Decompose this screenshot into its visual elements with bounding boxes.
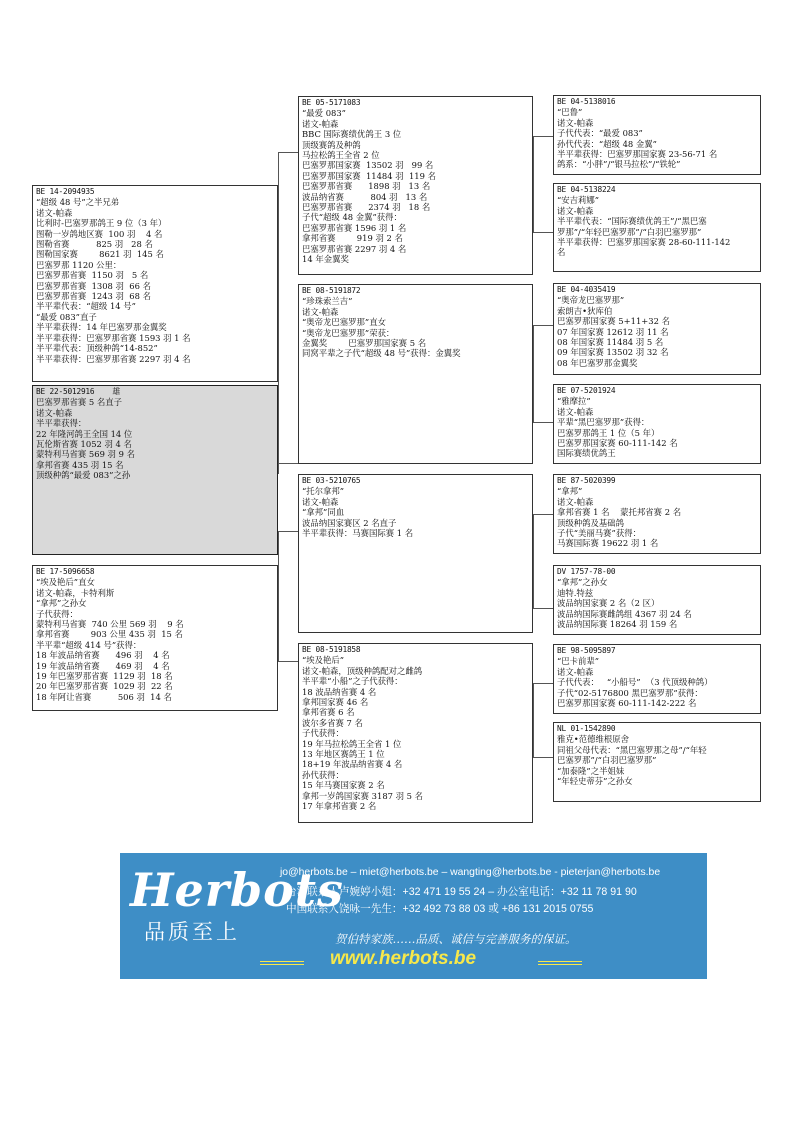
connector-ds-a [533,514,553,515]
pedigree-box-sire [32,385,278,555]
connector-sd-b [533,422,553,423]
pedigree-line: 巴塞罗那国家赛 60-111-142 名 [557,438,678,449]
ring-number: BE 07-5201924 [557,386,616,395]
connector-dam-v [278,531,279,661]
pedigree-line: 巴塞罗那国家赛 60-111-142-222 名 [557,698,697,709]
pedigree-line: 拿邦国家赛 46 名 [302,697,369,708]
pedigree-box-ddd [553,722,761,802]
divider-right [538,961,582,962]
pedigree-line: “埃及艳后”直女 [36,577,95,588]
pedigree-line: 半平辈代表：“国际赛绩优鸽王”/“黑巴塞 [557,216,707,227]
pedigree-box-dam-dam [298,643,533,823]
pedigree-line: 13 年地区赛鸽王 1 位 [302,749,385,760]
pedigree-line: BBC 国际赛绩优鸽王 3 位 [302,129,402,140]
pedigree-line: 拿邦省赛 903 公里 435 羽 15 名 [36,629,183,640]
ring-number: DV 1757-78-00 [557,567,616,576]
pedigree-line: 迪特.特兹 [557,587,594,598]
divider-left [260,961,304,962]
pedigree-line: 18 波品纳省赛 4 名 [302,686,377,697]
pedigree-line: 巴塞罗那省赛 1596 羽 1 名 [302,222,407,233]
pedigree-box-dam-sire [298,474,533,633]
pedigree-line: 半平辈获得：巴塞罗那省赛 2297 羽 4 名 [36,353,191,364]
pedigree-line: 雅克•范德维根原舍 [557,734,629,745]
pedigree-line: 诺文-帕森 [557,496,594,507]
ring-number: BE 04-5138016 [557,97,616,106]
pedigree-line: “拿邦”同血 [302,507,345,518]
pedigree-line: 马拉松鸽王全省 2 位 [302,150,380,161]
connector-dd-a [533,683,553,684]
pedigree-line: 巴塞罗那国家赛 13502 羽 99 名 [302,160,434,171]
pedigree-line: “奥帝龙巴塞罗那”直女 [302,317,386,328]
pedigree-line: 子代“美丽马赛”获得： [557,528,641,539]
pedigree-line: 马赛国际赛 19622 羽 1 名 [557,538,659,549]
connector-ss-v [533,136,534,233]
pedigree-line: 半平辈获得：巴塞罗那国家赛 28-60-111-142 [557,237,731,248]
pedigree-line: 19 年波品纳省赛 469 羽 4 名 [36,660,170,671]
pedigree-line: 半平辈“小船”之子代获得： [302,676,403,687]
pedigree-box-subject [32,185,278,382]
pedigree-line: 巴塞罗那鸽王 1 位（5 年） [557,427,660,438]
pedigree-line: “拿邦”之孙女 [557,577,608,588]
pedigree-line: 索朗吉•狄库伯 [557,305,613,316]
pedigree-line: 鸽系：“小胖”/“银马拉松”/“铁轮” [557,159,681,170]
contact-phone-taiwan: 台湾联系人卢婉婷小姐：+32 471 19 55 24 – 办公室电话：+32 11 78 91 90 [286,886,637,898]
herbots-logo: Herbots [130,863,344,917]
pedigree-line: 图勒省赛 825 羽 28 名 [36,239,153,250]
pedigree-line: 拿邦一岁鸽国家赛 3187 羽 5 名 [302,790,424,801]
pedigree-line: 巴塞罗那省赛 2297 羽 4 名 [302,243,407,254]
connector-ds-v [533,514,534,609]
pedigree-line: “拿邦”之孙女 [36,598,87,609]
pedigree-line: 顶级赛鸽及种鸽 [302,139,361,150]
pedigree-line: 半平辈“超级 414 号”获得： [36,639,142,650]
ring-number: NL 01-1542890 [557,724,616,733]
pedigree-line: “加泰隆”之半姐妹 [557,765,625,776]
pedigree-line: 半平辈代表：“超级 14 号” [36,301,136,312]
pedigree-line: “珍珠索兰吉” [302,296,353,307]
pedigree-line: 拿邦省赛 1 名 蒙托邦省赛 2 名 [557,507,682,518]
pedigree-line: 金翼奖 巴塞罗那国家赛 5 名 [302,338,427,349]
pedigree-line: 15 年马赛国家赛 2 名 [302,780,385,791]
herbots-banner [120,853,707,979]
pedigree-line: 诺文-帕森，卡特利斯 [36,587,115,598]
pedigree-line: 波品纳国家赛 2 名（2 区） [557,598,660,609]
pedigree-line: 瓦伦斯省赛 1052 羽 4 名 [36,439,132,450]
pedigree-box-sdd [553,384,761,464]
pedigree-line: 半平辈获得： [36,418,87,429]
pedigree-line: “巴鲁” [557,107,583,118]
pedigree-line: 08 年国家赛 11484 羽 5 名 [557,337,664,348]
pedigree-line: 同祖父母代表：“黑巴塞罗那之母”/“年轻 [557,744,707,755]
pedigree-line: 诺文-帕森 [557,666,594,677]
pedigree-line: 顶级种鸽“最爱 083”之孙 [36,470,131,481]
pedigree-line: 子代获得： [36,608,78,619]
pedigree-box-sire-dam [298,284,533,464]
pedigree-line: “托尔拿邦” [302,486,345,497]
pedigree-line: 半平辈获得：马赛国际赛 1 名 [302,528,414,539]
pedigree-line: 蒙特利马省赛 740 公里 569 羽 9 名 [36,619,184,630]
pedigree-line: 19 年巴塞罗那省赛 1129 羽 18 名 [36,671,173,682]
pedigree-line: 08 年巴塞罗那金翼奖 [557,357,638,368]
pedigree-line: 半平辈获得：14 年巴塞罗那金翼奖 [36,322,167,333]
pedigree-line: 诺文-帕森，顶级种鸽配对之雌鸽 [302,665,423,676]
connector-ss-a [533,136,553,137]
pedigree-line: 巴塞罗那”/“白羽巴塞罗那” [557,755,657,766]
pedigree-line: 拿邦省赛 919 羽 2 名 [302,233,403,244]
pedigree-line: 波品纳国际赛 18264 羽 159 名 [557,619,678,630]
connector-sire-bottom [278,463,298,464]
pedigree-line: 子代“超级 48 金翼”获得： [302,212,402,223]
pedigree-line: 子代“02-5176800 黑巴塞罗那”获得： [557,687,703,698]
pedigree-line: 诺文-帕森 [302,118,339,129]
pedigree-line: 07 年国家赛 12612 羽 11 名 [557,326,669,337]
pedigree-line: “巴卡前辈” [557,656,600,667]
pedigree-line: 孙代代表：“超级 48 金翼” [557,138,657,149]
pedigree-line: 孙代获得： [302,769,344,780]
ring-number: BE 98-5095897 [557,646,616,655]
ring-number: BE 87-5020399 [557,476,616,485]
pedigree-line: 波品纳国际赛雌鸽组 4367 羽 24 名 [557,608,692,619]
pedigree-line: 图勒一岁鸽地区赛 100 羽 4 名 [36,228,163,239]
connector-dd-v [533,683,534,758]
pedigree-line: 波品纳省赛 804 羽 13 名 [302,191,428,202]
pedigree-line: 波尔多省赛 7 名 [302,717,363,728]
pedigree-line: 17 年拿邦省赛 2 名 [302,801,377,812]
pedigree-line: 顶级种鸽及基础鸽 [557,517,624,528]
pedigree-line: “雅摩拉” [557,396,591,407]
pedigree-box-dsd [553,565,761,635]
pedigree-line: “奥帝龙巴塞罗那” [557,295,625,306]
service-promise: 贺伯特家族……品质、诚信与完善服务的保证。 [335,932,577,946]
ring-number: BE 04-5138224 [557,185,616,194]
pedigree-line: 巴塞罗那省赛 1150 羽 5 名 [36,270,149,281]
pedigree-line: 半平辈获得：巴塞罗那省赛 1593 羽 1 名 [36,332,191,343]
pedigree-box-sds [553,283,761,375]
pedigree-line: “最爱 083”直子 [36,311,97,322]
pedigree-line: 拿邦省赛 435 羽 15 名 [36,459,124,470]
pedigree-line: 子代代表： “小船号” （3 代顶级种鸽） [557,677,713,688]
pedigree-line: 比利时-巴塞罗那鸽王 9 位（3 年） [36,218,167,229]
contact-emails[interactable]: jo@herbots.be – miet@herbots.be – wangting@herbots.be - pieterjan@herbots.be [280,867,661,878]
pedigree-box-dds [553,644,761,714]
pedigree-box-dam [32,565,278,711]
pedigree-line: 罗那”/“年轻巴塞罗那”/“白羽巴塞罗那” [557,226,702,237]
pedigree-line: 18+19 年波品纳省赛 4 名 [302,759,403,770]
pedigree-line: 子代代表：“最爱 083” [557,128,643,139]
pedigree-box-sss [553,95,761,175]
pedigree-line: 巴塞罗那省赛 2374 羽 18 名 [302,202,431,213]
slogan: 品质至上 [144,920,240,944]
pedigree-line: 国际赛绩优鸽王 [557,448,616,459]
ring-number: BE 14-2094935 [36,187,95,196]
ring-number: BE 05-5171083 [302,98,361,107]
pedigree-line: “奥帝龙巴塞罗那”荣获： [302,327,395,338]
pedigree-line: 18 年阿让省赛 506 羽 14 名 [36,691,172,702]
contact-phone-china: 中国联系人饶咏一先生：+32 492 73 88 03 或 +86 131 2015 0755 [286,903,594,915]
pedigree-line: “拿邦” [557,486,583,497]
pedigree-line: 半平辈代表：顶级种鸽“14-852” [36,343,158,354]
pedigree-line: 名 [557,247,566,258]
pedigree-line: 22 年隆河鸽王全国 14 位 [36,428,133,439]
website-link[interactable]: www.herbots.be [330,948,477,969]
ring-number: BE 08-5191872 [302,286,361,295]
pedigree-line: 20 年巴塞罗那省赛 1029 羽 22 名 [36,681,173,692]
pedigree-box-sire-sire [298,96,533,275]
connector-sire-top [278,152,298,153]
connector-sd-v [533,325,534,422]
pedigree-line: “埃及艳后” [302,655,345,666]
pedigree-line: 巴塞罗那省赛 1898 羽 13 名 [302,181,431,192]
ring-number: BE 04-4035419 [557,285,616,294]
pedigree-line: 巴塞罗那省赛 1243 羽 68 名 [36,291,151,302]
pedigree-line: 诺文-帕森 [302,496,339,507]
pedigree-line: 09 年国家赛 13502 羽 32 名 [557,347,669,358]
pedigree-line: 诺文-帕森 [36,407,73,418]
pedigree-line: 巴塞罗那 1120 公里： [36,259,122,270]
pedigree-box-ssd [553,183,761,272]
pedigree-line: 诺文-帕森 [36,207,73,218]
pedigree-line: 诺文-帕森 [302,306,339,317]
connector-sd-a [533,325,553,326]
pedigree-line: 14 年金翼奖 [302,254,349,265]
divider-right-2 [538,964,582,965]
pedigree-line: “最爱 083” [302,108,346,119]
connector-dd-b [533,757,553,758]
pedigree-line: 巴塞罗那国家赛 5+11+32 名 [557,316,671,327]
pedigree-line: 图勒国家赛 8621 羽 145 名 [36,249,164,260]
ring-number: BE 08-5191858 [302,645,361,654]
divider-left-2 [260,964,304,965]
pedigree-line: 巴塞罗那省赛 5 名直子 [36,397,123,408]
ring-number: BE 03-5210765 [302,476,361,485]
pedigree-line: 诺文-帕森 [557,205,594,216]
pedigree-line: 平辈“黑巴塞罗那”获得： [557,417,650,428]
ring-number: BE 22-5012916 雄 [36,387,120,396]
pedigree-line: 同窝平辈之子代“超级 48 号”获得：金翼奖 [302,348,461,359]
pedigree-line: “超级 48 号”之半兄弟 [36,197,120,208]
pedigree-line: 波品纳国家赛区 2 名直子 [302,517,397,528]
pedigree-line: “年轻史蒂芬”之孙女 [557,776,633,787]
connector-ss-b [533,232,553,233]
pedigree-line: 巴塞罗那国家赛 11484 羽 119 名 [302,170,436,181]
pedigree-line: “安吉莉娜” [557,195,600,206]
pedigree-line: 拿邦省赛 6 名 [302,707,355,718]
pedigree-line: 19 年马拉松鸽王全省 1 位 [302,738,402,749]
pedigree-box-dss [553,474,761,554]
connector-dam-top [278,531,298,532]
pedigree-line: 诺文-帕森 [557,406,594,417]
pedigree-line: 诺文-帕森 [557,117,594,128]
pedigree-line: 子代获得： [302,728,344,739]
connector-dam-bottom [278,661,298,662]
ring-number: BE 17-5096658 [36,567,95,576]
pedigree-line: 18 年波品纳省赛 496 羽 4 名 [36,650,170,661]
connector-ds-b [533,608,553,609]
pedigree-line: 巴塞罗那省赛 1308 羽 66 名 [36,280,151,291]
connector-sire-v [278,152,279,474]
pedigree-line: 蒙特利马省赛 569 羽 9 名 [36,449,135,460]
pedigree-line: 半平辈获得：巴塞罗那国家赛 23-56-71 名 [557,149,718,160]
